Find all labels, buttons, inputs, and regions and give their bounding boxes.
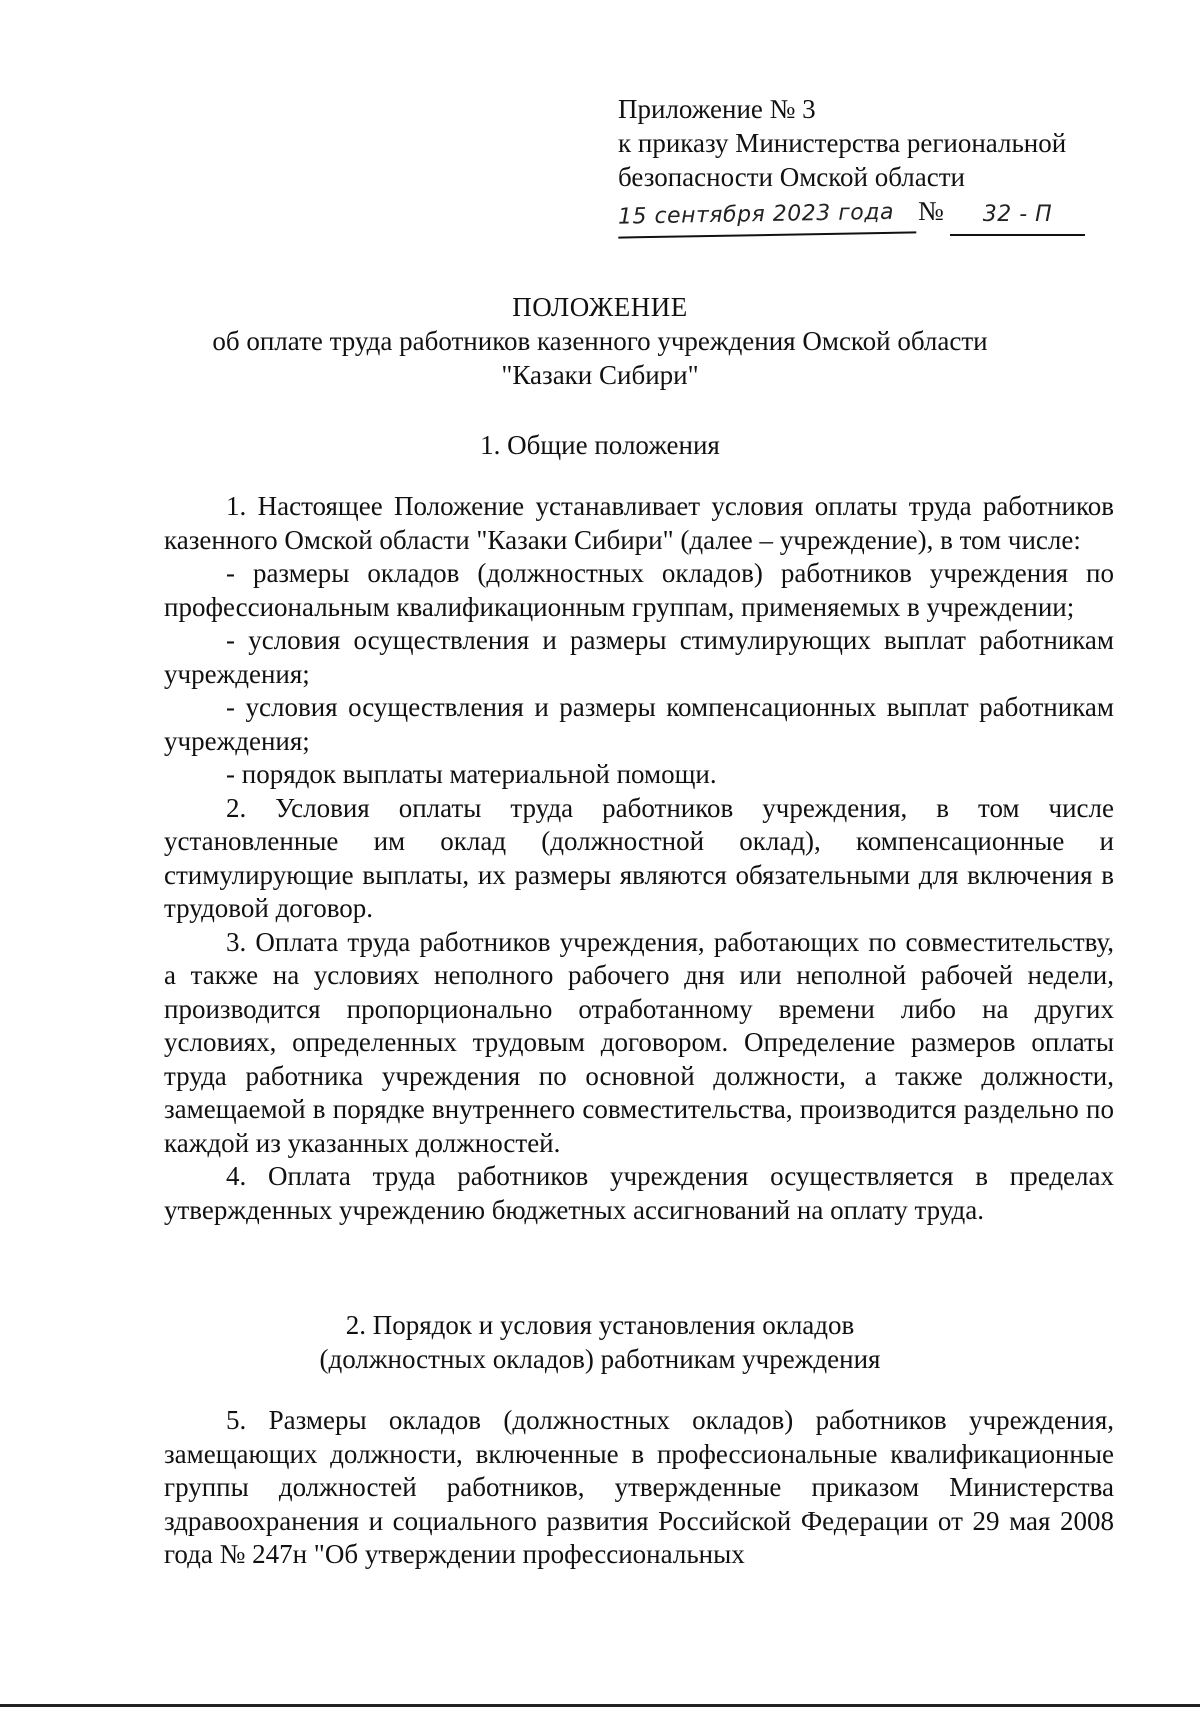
paragraph-2: 2. Условия оплаты труда работников учреждения, в том числе установленные им оклад (должностной оклад), компенсационные и стимулирующие выплаты, их размеры являются обязательными для включения в трудовой договор. bbox=[164, 792, 1114, 923]
annex-date-number-line bbox=[618, 194, 1138, 234]
list-item-material-aid: - порядок выплаты материальной помощи. bbox=[226, 759, 717, 789]
document-subtitle-line-2: "Казаки Сибири" bbox=[501, 360, 699, 390]
section-1-body bbox=[164, 490, 1114, 1227]
list-item-compensation-payments: - условия осуществления и размеры компенсационных выплат работникам учреждения; bbox=[164, 692, 1114, 756]
document-title-block bbox=[150, 290, 1050, 392]
section-2-heading-line-2: (должностных окладов) работникам учреждения bbox=[319, 1344, 881, 1374]
handwritten-date: 15 сентября 2023 года bbox=[618, 195, 917, 238]
paragraph-5: 5. Размеры окладов (должностных окладов) работников учреждения, замещающих должности, включенные в профессиональные квалификационные группы должностей работников, утвержденные приказом Министерства здравоохранения и социального развития Российской Федерации от 29 мая 2008 года № 247н "Об утверждении профессиональных bbox=[164, 1405, 1114, 1569]
section-1-heading: 1. Общие положения bbox=[480, 430, 720, 460]
list-item-salaries: - размеры окладов (должностных окладов) работников учреждения по профессиональным квалификационным группам, применяемых в учреждении; bbox=[164, 558, 1114, 622]
paragraph-3: 3. Оплата труда работников учреждения, работающих по совместительству, а также на условиях неполного рабочего дня или неполной рабочей недели, производится пропорционально отработанному времени либо на других условиях, определенных трудовым договором. Определение размеров оплаты труда работника учреждения по основной должности, а также должности, замещаемой в порядке внутреннего совместительства, производится раздельно по каждой из указанных должностей. bbox=[164, 926, 1114, 1158]
paragraph-4: 4. Оплата труда работников учреждения осуществляется в пределах утвержденных учреждению бюджетных ассигнований на оплату труда. bbox=[164, 1161, 1114, 1225]
annex-ministry: безопасности Омской области bbox=[618, 162, 965, 192]
annex-order-ref: к приказу Министерства региональной bbox=[618, 128, 1067, 158]
list-item-incentive-payments: - условия осуществления и размеры стимулирующих выплат работникам учреждения; bbox=[164, 625, 1114, 689]
section-2-body bbox=[164, 1404, 1114, 1572]
section-2-heading bbox=[150, 1308, 1050, 1376]
paragraph-1: 1. Настоящее Положение устанавливает условия оплаты труда работников казенного Омской области "Казаки Сибири" (далее – учреждение), в том числе: bbox=[164, 491, 1114, 555]
section-2-heading-line-1: 2. Порядок и условия установления окладов bbox=[345, 1310, 855, 1340]
annex-number: Приложение № 3 bbox=[618, 94, 816, 124]
document-subtitle-line-1: об оплате труда работников казенного учреждения Омской области bbox=[212, 326, 988, 356]
number-sign: № bbox=[918, 196, 944, 226]
annex-header bbox=[618, 92, 1138, 234]
page-bottom-edge bbox=[0, 1704, 1200, 1707]
document-title: ПОЛОЖЕНИЕ bbox=[512, 292, 688, 322]
handwritten-order-number: 32 - П bbox=[950, 198, 1085, 236]
